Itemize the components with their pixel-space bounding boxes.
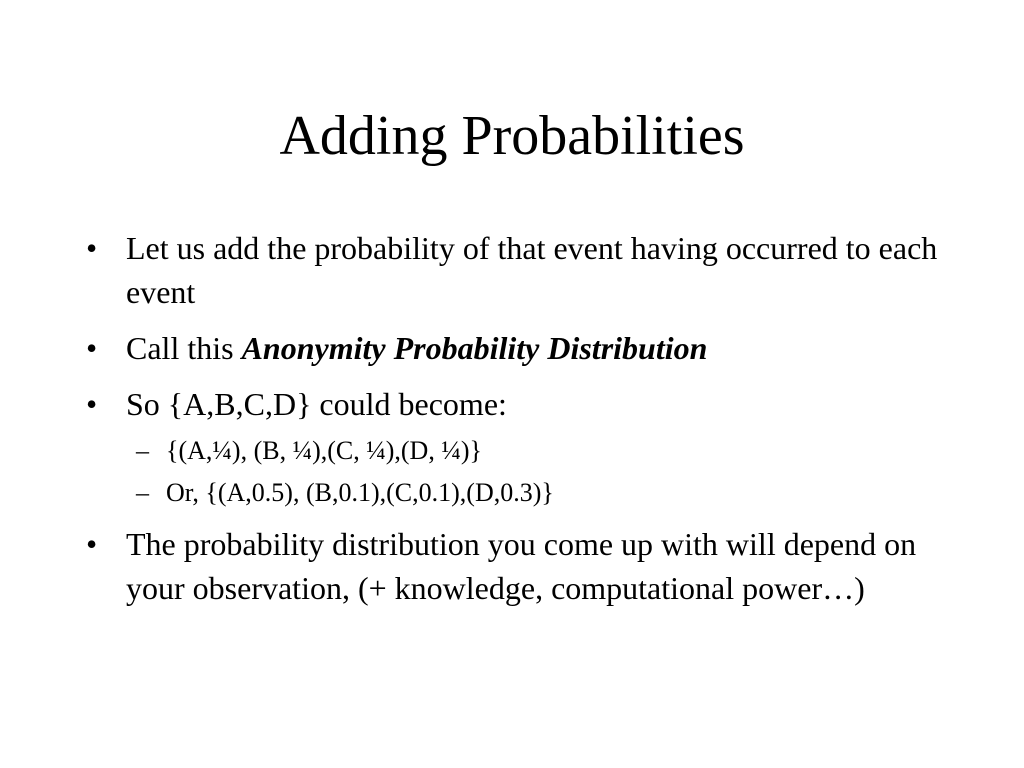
- sub-bullet-item: [136, 476, 956, 510]
- sub-bullet-list: [86, 434, 956, 510]
- sub-bullet-text: {(A,¼), (B, ¼),(C, ¼),(D, ¼)}: [166, 436, 482, 465]
- bullet-list: [86, 226, 956, 610]
- emphasized-term: Anonymity Probability Distribution: [241, 330, 708, 366]
- sub-bullet-item: [136, 434, 956, 468]
- sub-bullet-text: Or, {(A,0.5), (B,0.1),(C,0.1),(D,0.3)}: [166, 478, 554, 507]
- bullet-text: The probability distribution you come up with will depend on your observation, (+ knowledge, computational power…): [126, 526, 917, 606]
- sub-bullet-marker: –: [136, 478, 149, 507]
- bullet-item: [86, 326, 956, 370]
- bullet-text: So {A,B,C,D} could become:: [126, 386, 507, 422]
- bullet-marker: •: [86, 330, 98, 366]
- bullet-text: Let us add the probability of that event having occurred to each event: [126, 230, 938, 310]
- bullet-marker: •: [86, 230, 98, 266]
- sub-bullet-marker: –: [136, 436, 149, 465]
- bullet-item: [86, 226, 956, 314]
- bullet-text: Call this: [126, 330, 242, 366]
- bullet-item: [86, 382, 956, 426]
- slide-title: Adding Probabilities: [279, 105, 745, 167]
- bullet-item: [86, 522, 956, 610]
- bullet-marker: •: [86, 386, 98, 422]
- bullet-marker: •: [86, 526, 98, 562]
